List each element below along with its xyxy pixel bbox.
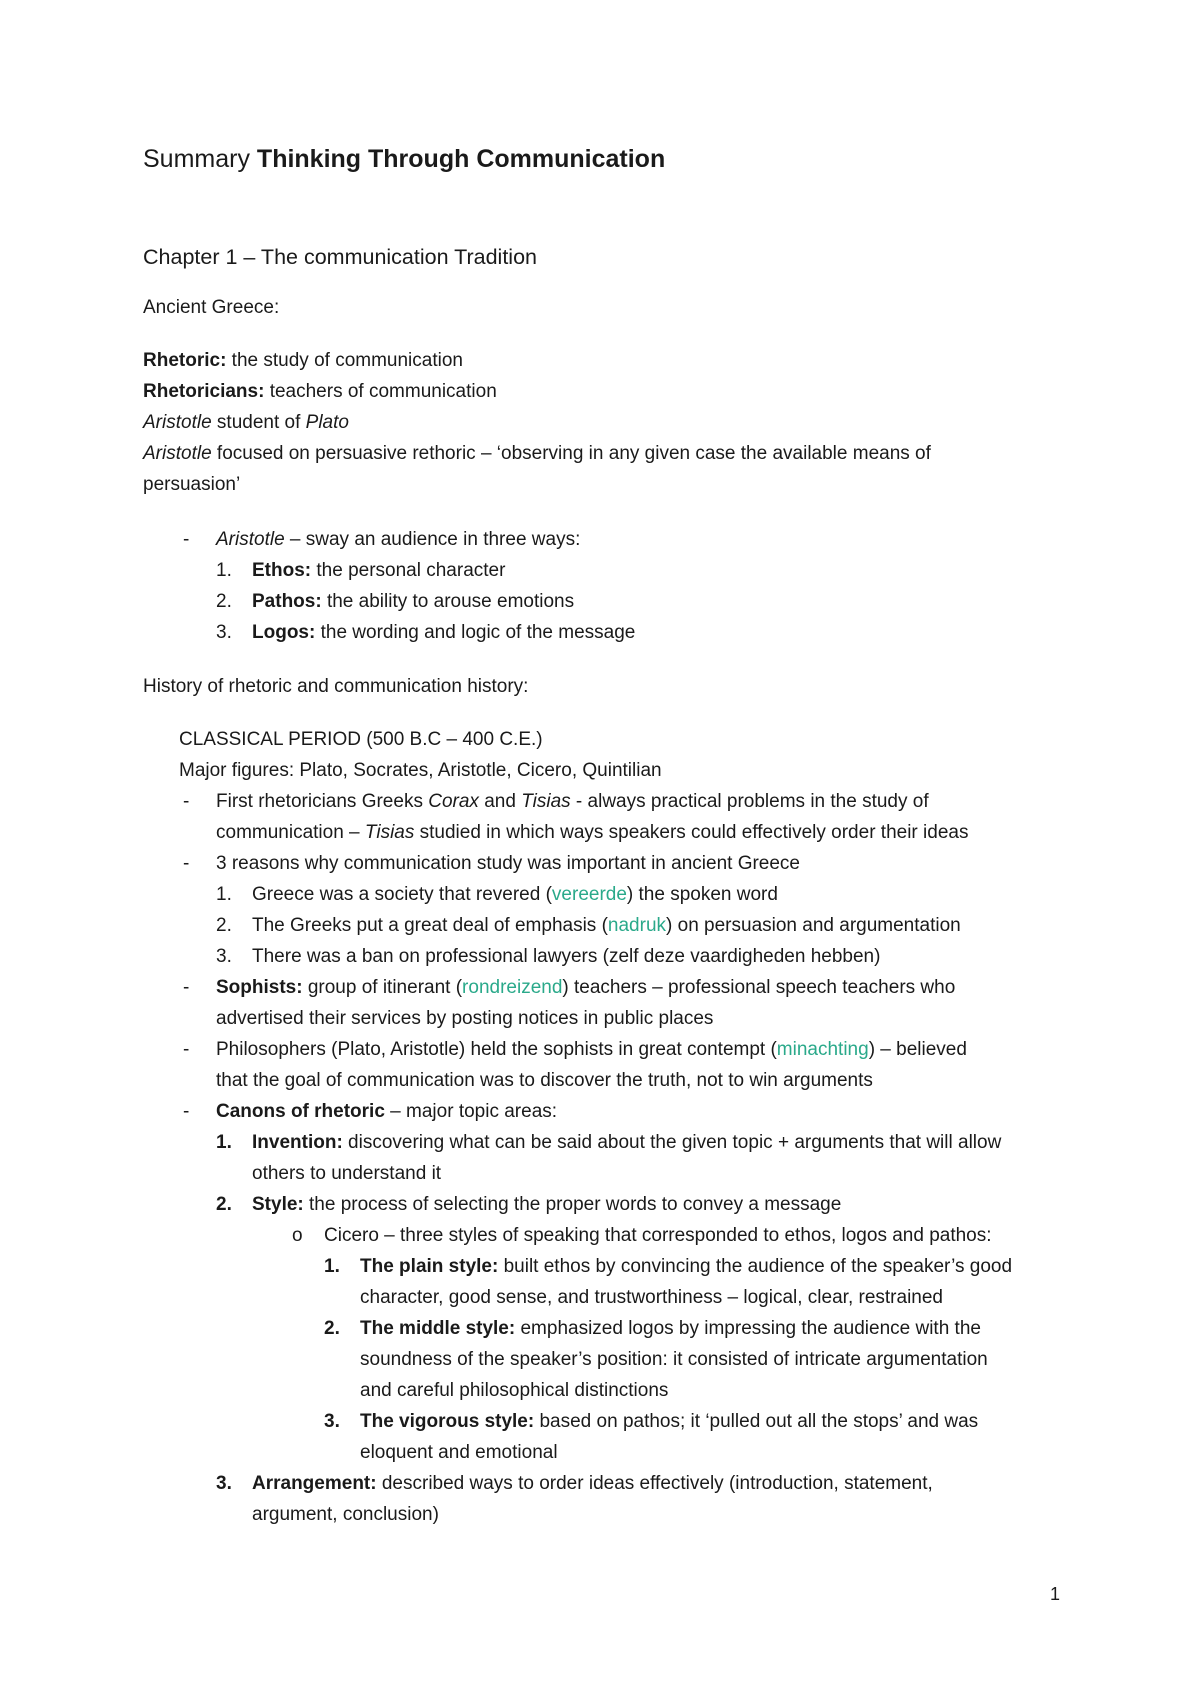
list-item-arrangement-cont: argument, conclusion) <box>252 1504 439 1525</box>
number-marker: 1. <box>216 1132 232 1153</box>
bullet-sophists-cont: advertised their services by posting notices in public places <box>216 1008 714 1029</box>
number-marker: 3. <box>216 622 232 643</box>
list-item-arrangement: Arrangement: described ways to order ideas effectively (introduction, statement, <box>252 1473 933 1494</box>
line-aristotle-focus: Aristotle focused on persuasive rethoric – ‘observing in any given case the available means of <box>143 443 931 464</box>
number-marker: 1. <box>216 884 232 905</box>
dash-marker: - <box>183 1101 190 1122</box>
major-figures: Major figures: Plato, Socrates, Aristotle, Cicero, Quintilian <box>179 760 662 781</box>
bullet-first-rhetoricians: First rhetoricians Greeks Corax and Tisias - always practical problems in the study of <box>216 791 929 812</box>
list-item-reason-2: The Greeks put a great deal of emphasis (nadruk) on persuasion and argumentation <box>252 915 961 936</box>
definition-rhetoricians: Rhetoricians: teachers of communication <box>143 381 497 402</box>
bullet-philosophers-cont: that the goal of communication was to discover the truth, not to win arguments <box>216 1070 873 1091</box>
line-aristotle-student: Aristotle student of Plato <box>143 412 349 433</box>
list-item-pathos: Pathos: the ability to arouse emotions <box>252 591 575 612</box>
bullet-aristotle-sway: Aristotle – sway an audience in three ways: <box>216 529 581 550</box>
bullet-philosophers: Philosophers (Plato, Aristotle) held the sophists in great contempt (minachting) – believed <box>216 1039 967 1060</box>
number-marker: 1. <box>324 1256 340 1277</box>
list-item-invention-cont: others to understand it <box>252 1163 442 1184</box>
bullet-sophists: Sophists: group of itinerant (rondreizend) teachers – professional speech teachers who <box>216 977 956 998</box>
sub-bullet-cicero: Cicero – three styles of speaking that corresponded to ethos, logos and pathos: <box>324 1225 992 1246</box>
dash-marker: - <box>183 1039 190 1060</box>
list-item-reason-3: There was a ban on professional lawyers (zelf deze vaardigheden hebben) <box>252 946 881 967</box>
number-marker: 3. <box>324 1411 340 1432</box>
section-label-history: History of rhetoric and communication history: <box>143 676 529 697</box>
list-item-vigorous-style: The vigorous style: based on pathos; it ‘pulled out all the stops’ and was <box>360 1411 979 1432</box>
number-marker: 2. <box>324 1318 340 1339</box>
list-item-middle-style: The middle style: emphasized logos by impressing the audience with the <box>360 1318 981 1339</box>
list-item-style: Style: the process of selecting the proper words to convey a message <box>252 1194 842 1215</box>
number-marker: 2. <box>216 1194 232 1215</box>
translation-word: vereerde <box>551 884 627 905</box>
number-marker: 3. <box>216 946 232 967</box>
translation-word: rondreizend <box>462 977 563 998</box>
list-item-plain-style: The plain style: built ethos by convincing the audience of the speaker’s good <box>360 1256 1013 1277</box>
bullet-three-reasons: 3 reasons why communication study was important in ancient Greece <box>216 853 800 874</box>
list-item-plain-style-cont: character, good sense, and trustworthiness – logical, clear, restrained <box>360 1287 943 1308</box>
dash-marker: - <box>183 791 190 812</box>
bullet-canons: Canons of rhetoric – major topic areas: <box>216 1101 558 1122</box>
dash-marker: - <box>183 853 190 874</box>
period-heading: CLASSICAL PERIOD (500 B.C – 400 C.E.) <box>179 729 543 750</box>
line-persuasion-end: persuasion’ <box>143 474 241 495</box>
number-marker: 1. <box>216 560 232 581</box>
list-item-logos: Logos: the wording and logic of the message <box>252 622 636 643</box>
circle-bullet-marker: o <box>292 1225 303 1246</box>
definition-rhetoric: Rhetoric: the study of communication <box>143 350 463 371</box>
page-number: 1 <box>1050 1584 1061 1604</box>
section-label-ancient-greece: Ancient Greece: <box>143 297 280 318</box>
page-title: Summary Thinking Through Communication <box>143 145 666 173</box>
list-item-middle-style-cont: soundness of the speaker’s position: it consisted of intricate argumentation <box>360 1349 988 1370</box>
dash-marker: - <box>183 529 190 550</box>
list-item-vigorous-style-cont: eloquent and emotional <box>360 1442 558 1463</box>
translation-word: minachting <box>776 1039 869 1060</box>
list-item-ethos: Ethos: the personal character <box>252 560 506 581</box>
list-item-reason-1: Greece was a society that revered (vereerde) the spoken word <box>252 884 778 905</box>
list-item-invention: Invention: discovering what can be said about the given topic + arguments that will allow <box>252 1132 1002 1153</box>
bullet-first-rhetoricians-cont: communication – Tisias studied in which ways speakers could effectively order their ideas <box>216 822 969 843</box>
number-marker: 2. <box>216 591 232 612</box>
dash-marker: - <box>183 977 190 998</box>
chapter-heading: Chapter 1 – The communication Tradition <box>143 245 537 269</box>
number-marker: 2. <box>216 915 232 936</box>
number-marker: 3. <box>216 1473 232 1494</box>
list-item-middle-style-cont: and careful philosophical distinctions <box>360 1380 669 1401</box>
translation-word: nadruk <box>607 915 667 936</box>
